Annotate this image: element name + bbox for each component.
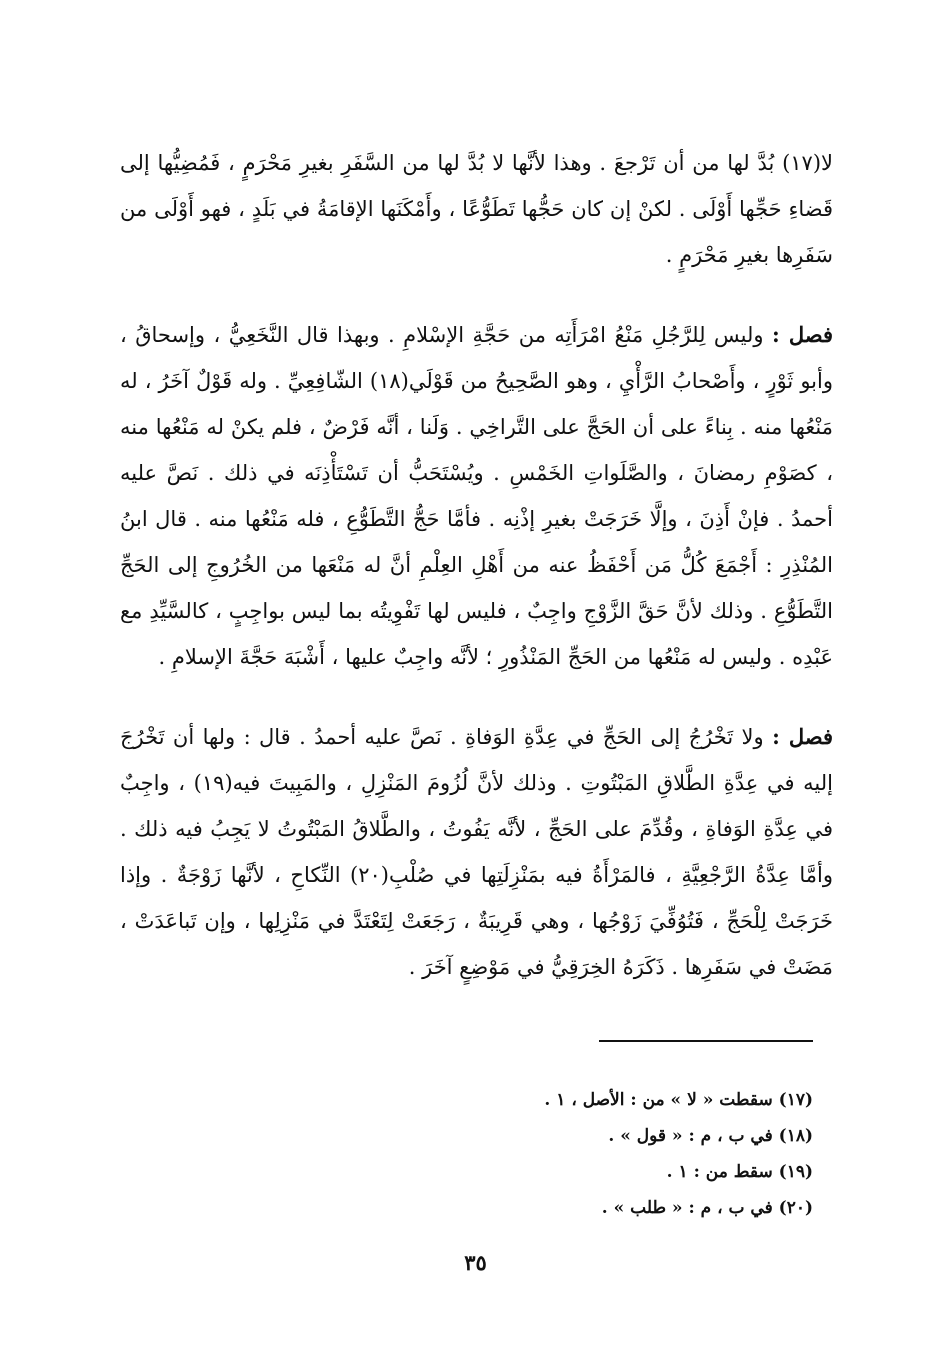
paragraph-2 <box>120 312 833 680</box>
paragraph-2-text: وليس لِلرَّجُلِ مَنْعُ امْرَأَتِه من حَجَّةِ الإسْلامِ . وبهذا قال النَّخَعِيُّ ، وإسحاقُ ، وأبو ثَوْرٍ ، وأَصْحابُ الرَّأْيِ ، وهو الصَّحِيحُ من قَوْلَي(١٨) الشّافِعِيِّ . وله قَوْلٌ آخَرُ ، له مَنْعُها منه . بِناءً على أن الحَجَّ على التَّراخِي . وَلَنا ، أنَّه فَرْضٌ ، فلم يكنْ له مَنْعُها منه ، كصَوْمِ رمضانَ ، والصَّلَواتِ الخَمْسِ . ويُسْتَحَبُّ أن تَسْتَأْذِنَه في ذلك . نَصَّ عليه أحمدُ . فإنْ أَذِنَ ، وإلَّا خَرَجَتْ بغيرِ إذْنِه . فأمَّا حَجُّ التَّطَوُّعِ ، فله مَنْعُها منه . قال ابنُ المُنْذِرِ : أَجْمَعَ كُلُّ مَن أَحْفَظُ عنه من أَهْلِ العِلْمِ أنَّ له مَنْعَها من الخُرُوجِ إلى الحَجِّ التَّطَوُّعِ . وذلك لأنَّ حَقَّ الزَّوْجِ واجِبٌ ، فليس لها تَفْوِيتُه بما ليس بواجِبٍ ، كالسَّيِّدِ مع عَبْدِه . وليس له مَنْعُها من الحَجِّ المَنْذُورِ ؛ لأنَّه واجِبٌ عليها ، أَشْبَهَ حَجَّةَ الإسلامِ . <box>120 323 833 669</box>
footnotes <box>413 1082 813 1226</box>
section-heading-fasl: فصل : <box>772 322 833 347</box>
main-text <box>120 140 833 1024</box>
paragraph-1-text: لا(١٧) بُدَّ لها من أن تَرْجعَ . وهذا لأنَّها لا بُدَّ لها من السَّفَرِ بغيرِ مَحْرَمٍ ، فَمُضِيُّها إلى قَضاءِ حَجِّها أَوْلَى . لكنْ إن كان حَجُّها تَطَوُّعًا ، وأَمْكَنَها الإقامَةُ في بَلَدٍ ، فهو أَوْلَى من سَفَرِها بغيرِ مَحْرَمٍ . <box>120 151 833 267</box>
footnote-17: (١٧) سقطت « لا » من : الأصل ، ١ . <box>544 1090 813 1110</box>
paragraph-3-text: ولا تَخْرُجُ إلى الحَجِّ في عِدَّةِ الوَفاةِ . نَصَّ عليه أحمدُ . قال : ولها أن تَخْرُجَ إليه في عِدَّةِ الطَّلاقِ المَبْتُوتِ . وذلك لأنَّ لُزُومَ المَنْزِلِ ، والمَبِيتَ فيه(١٩) ، واجِبٌ في عِدَّةِ الوَفاةِ ، وقُدِّمَ على الحَجِّ ، لأنَّه يَفُوتُ ، والطَّلاقُ المَبْتُوتُ لا يَجِبُ فيه ذلك . وأمَّا عِدَّةُ الرَّجْعِيَّةِ ، فالمَرْأَةُ فيه بمَنْزِلَتِها في صُلْبِ(٢٠) النِّكاحِ ، لأنَّها زَوْجَةٌ . وإذا خَرَجَتْ لِلْحَجِّ ، فَتُوُفِّيَ زَوْجُها ، وهي قَرِيبَةٌ ، رَجَعَتْ لِتَعْتَدَّ في مَنْزِلِها ، وإن تَباعَدَتْ ، مَضَتْ في سَفَرِها . ذَكَرَهُ الخِرَقِيُّ في مَوْضِعٍ آخَرَ . <box>120 725 833 979</box>
paragraph-3 <box>120 714 833 990</box>
footnote-19: (١٩) سقط من : ١ . <box>666 1162 813 1182</box>
footnote-20: (٢٠) في ب ، م : « طلب » . <box>601 1198 813 1218</box>
paragraph-1 <box>120 140 833 278</box>
footnote-18: (١٨) في ب ، م : « قول » . <box>608 1126 813 1146</box>
section-heading-fasl: فصل : <box>772 724 833 749</box>
footnote-divider <box>599 1040 813 1042</box>
page-number: ٣٥ <box>464 1250 487 1275</box>
